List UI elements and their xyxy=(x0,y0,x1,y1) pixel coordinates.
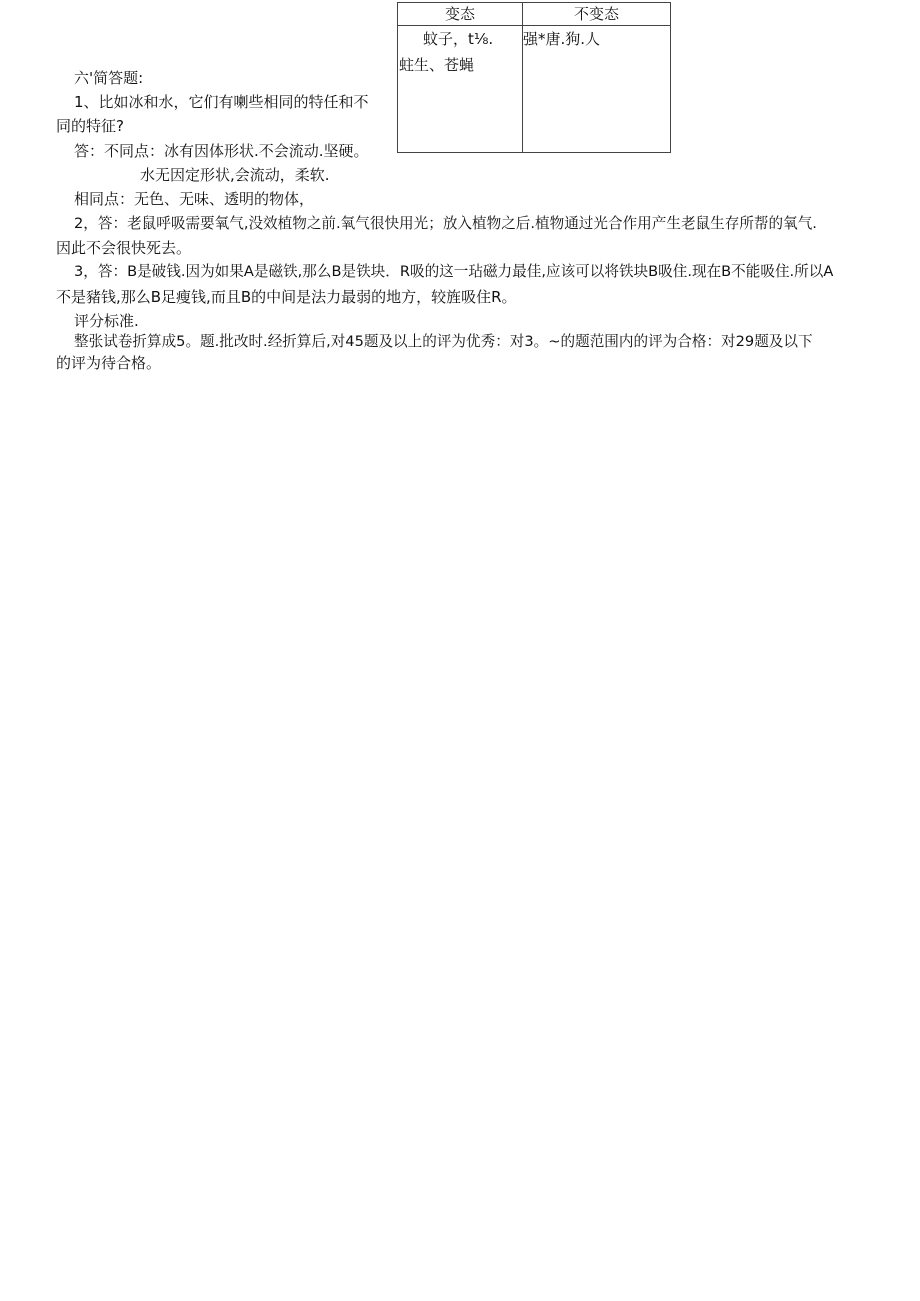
section-title: 六'简答题: xyxy=(74,69,144,87)
answer-1-line-3: 相同点：无色、无味、透明的物体， xyxy=(74,190,315,208)
answer-3-line-1: 3，答：B是破钱.因为如果A是磁铁,那么B是铁块．R吸的这一玷磁力最佳,应该可以将铁块B吸住.现在B不能吸住.所以A xyxy=(74,263,834,280)
answer-3-line-2: 不是豬钱,那么B足瘦钱,而且B的中间是法力最弱的地方，较旌吸住R。 xyxy=(56,288,517,306)
classification-table xyxy=(397,2,671,153)
table-cell-line: 蚊子，t⅛. xyxy=(423,30,494,48)
table-cell-line: 强*唐.狗.人 xyxy=(523,30,601,48)
grading-title: 评分标准. xyxy=(74,312,139,330)
table-header-metamorphosis: 变态 xyxy=(398,3,523,26)
table-cell-line: 蛀生、苍蝇 xyxy=(399,56,475,74)
question-1-line-1: 1、比如冰和水，它们有喇些相同的特任和不 xyxy=(74,93,369,111)
question-1-line-2: 同的特征? xyxy=(56,117,124,135)
grading-line-2: 的评为待合格。 xyxy=(56,354,162,372)
answer-1-line-2: 水无因定形状,会流动，柔软. xyxy=(140,166,330,184)
grading-line-1: 整张试卷折算成5。题.批改时.经折算后,对45题及以上的评为优秀：对3。~的题范围内的评为合格：对29题及以下 xyxy=(74,333,813,350)
table-cell-no-metamorphosis xyxy=(523,26,671,153)
table-cell-metamorphosis xyxy=(398,26,523,153)
answer-2-line-1: 2，答：老鼠呼吸需要氧气,没效植物之前.氧气很快用光；放入植物之后.植物通过光合作用产生老鼠生存所帮的氧气. xyxy=(74,215,817,232)
table-header-no-metamorphosis: 不变态 xyxy=(523,3,671,26)
answer-2-line-2: 因此不会很快死去。 xyxy=(56,239,192,257)
answer-1-line-1: 答：不同点：冰有因体形状.不会流动.坚硬。 xyxy=(74,142,369,160)
